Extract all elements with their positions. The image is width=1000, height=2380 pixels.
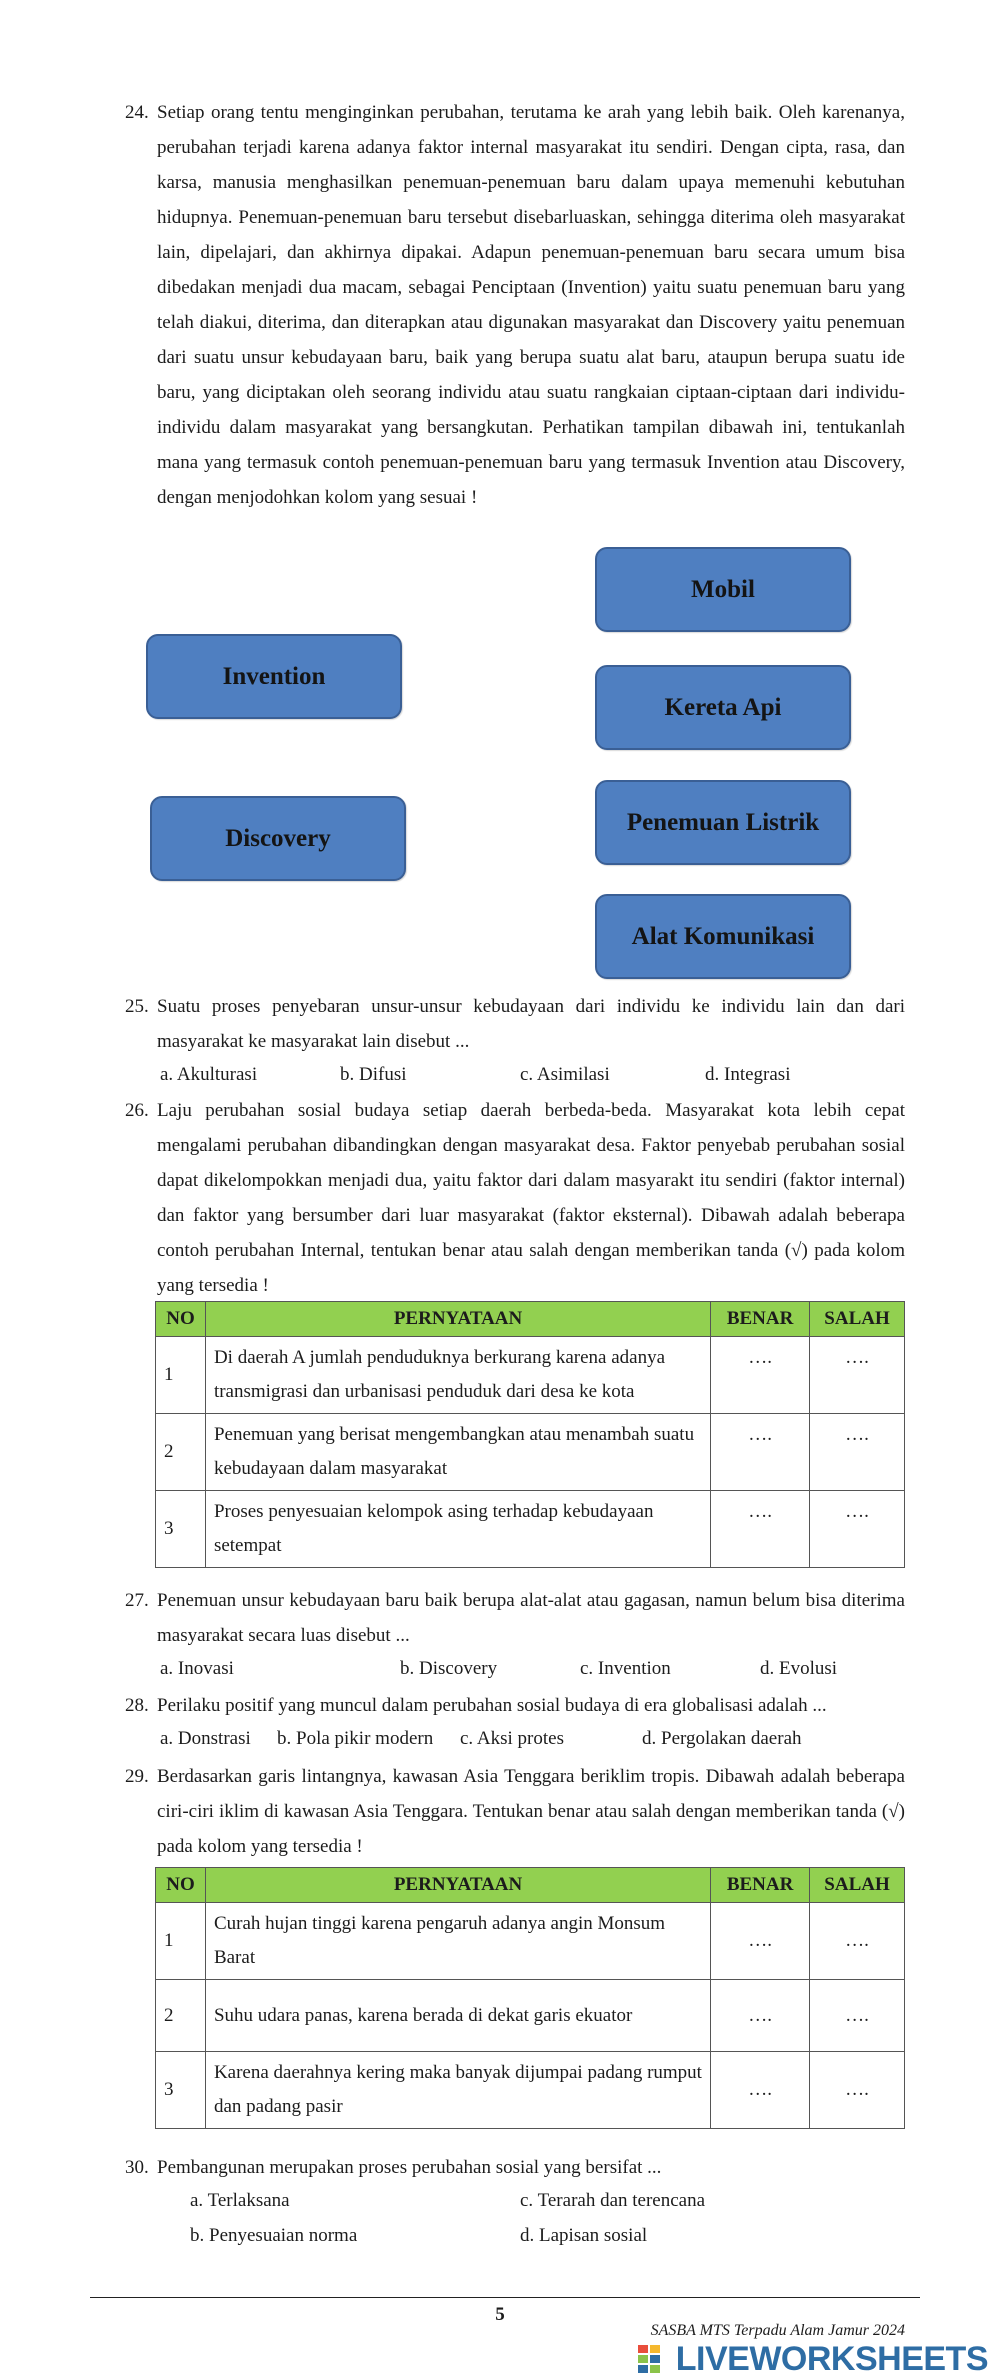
question-text: Perilaku positif yang muncul dalam perubahan sosial budaya di era globalisasi adalah ... xyxy=(157,1695,827,1716)
option-b[interactable]: b. Discovery xyxy=(400,1658,498,1679)
footer-divider xyxy=(90,2297,920,2298)
question-26 xyxy=(125,1093,905,1303)
question-28 xyxy=(125,1688,905,1723)
table-row xyxy=(156,1337,905,1414)
match-box-kereta-api[interactable] xyxy=(595,665,851,750)
header-benar: BENAR xyxy=(711,1868,810,1903)
question-text: Penemuan unsur kebudayaan baru baik berupa alat-alat atau gagasan, namun belum bisa diterima masyarakat secara luas disebut ... xyxy=(157,1590,905,1646)
question-25 xyxy=(125,989,905,1059)
match-box-label: Kereta Api xyxy=(664,693,782,721)
question-number: 28. xyxy=(125,1695,149,1716)
question-27 xyxy=(125,1583,905,1653)
footer-credit: SASBA MTS Terpadu Alam Jamur 2024 xyxy=(650,2322,905,2339)
option-b[interactable]: b. Penyesuaian norma xyxy=(190,2225,358,2246)
question-number: 24. xyxy=(125,102,149,123)
salah-cell[interactable]: …. xyxy=(810,1414,905,1491)
option-a[interactable]: a. Terlaksana xyxy=(190,2190,290,2211)
row-statement: Penemuan yang berisat mengembangkan atau menambah suatu kebudayaan dalam masyarakat xyxy=(205,1414,710,1491)
table-row xyxy=(156,1491,905,1568)
benar-cell[interactable]: …. xyxy=(711,1491,810,1568)
header-salah: SALAH xyxy=(810,1302,905,1337)
option-b[interactable]: b. Pola pikir modern xyxy=(277,1728,434,1749)
header-no: NO xyxy=(156,1302,206,1337)
question-number: 29. xyxy=(125,1766,149,1787)
option-b[interactable]: b. Difusi xyxy=(340,1064,407,1085)
row-no: 1 xyxy=(156,1903,206,1980)
option-a[interactable]: a. Donstrasi xyxy=(160,1728,251,1749)
match-box-discovery[interactable] xyxy=(150,796,406,881)
salah-cell[interactable]: …. xyxy=(810,1491,905,1568)
question-text: Laju perubahan sosial budaya setiap daerah berbeda-beda. Masyarakat kota lebih cepat mengalami perubahan dibandingkan dengan masyarakat desa. Faktor penyebab perubahan sosial dapat dikelompokkan menjadi dua, yaitu faktor dari dalam masyarakt itu sendiri (faktor internal) dan faktor yang bersumber dari luar masyarakat (faktor eksternal). Dibawah adalah beberapa contoh perubahan Internal, tentukan benar atau salah dengan memberikan tanda (√) pada kolom yang tersedia ! xyxy=(157,1100,905,1296)
option-d[interactable]: d. Pergolakan daerah xyxy=(642,1728,802,1749)
option-d[interactable]: d. Evolusi xyxy=(760,1658,838,1679)
liveworksheets-logo xyxy=(638,2340,988,2379)
table-row xyxy=(156,1980,905,2052)
option-c[interactable]: c. Asimilasi xyxy=(520,1064,610,1085)
question-number: 25. xyxy=(125,996,149,1017)
match-box-label: Alat Komunikasi xyxy=(631,922,815,950)
question-text: Suatu proses penyebaran unsur-unsur kebudayaan dari individu ke individu lain dan dari masyarakat ke masyarakat lain disebut ... xyxy=(157,996,905,1052)
row-no: 2 xyxy=(156,1980,206,2052)
option-d[interactable]: d. Lapisan sosial xyxy=(520,2225,648,2246)
table-row xyxy=(156,1414,905,1491)
benar-cell[interactable]: …. xyxy=(711,1903,810,1980)
salah-cell[interactable]: …. xyxy=(810,2052,905,2129)
benar-cell[interactable]: …. xyxy=(711,1414,810,1491)
option-c[interactable]: c. Aksi protes xyxy=(460,1728,564,1749)
row-statement: Proses penyesuaian kelompok asing terhadap kebudayaan setempat xyxy=(205,1491,710,1568)
question-29 xyxy=(125,1759,905,1864)
row-statement: Karena daerahnya kering maka banyak dijumpai padang rumput dan padang pasir xyxy=(205,2052,710,2129)
page-number: 5 xyxy=(495,2304,505,2325)
logo-text: LIVEWORKSHEETS xyxy=(675,2340,988,2378)
table-row xyxy=(156,2052,905,2129)
row-statement: Di daerah A jumlah penduduknya berkurang karena adanya transmigrasi dan urbanisasi penduduk dari desa ke kota xyxy=(205,1337,710,1414)
match-box-mobil[interactable] xyxy=(595,547,851,632)
benar-cell[interactable]: …. xyxy=(711,1337,810,1414)
options-30 xyxy=(190,2184,890,2254)
benar-cell[interactable]: …. xyxy=(711,1980,810,2052)
option-d[interactable]: d. Integrasi xyxy=(705,1064,791,1085)
question-number: 27. xyxy=(125,1590,149,1611)
match-box-alat-komunikasi[interactable] xyxy=(595,894,851,979)
options-28 xyxy=(160,1722,900,1756)
table-header xyxy=(156,1302,905,1337)
question-number: 30. xyxy=(125,2157,149,2178)
question-30 xyxy=(125,2150,905,2185)
match-box-invention[interactable] xyxy=(146,634,402,719)
table-row xyxy=(156,1903,905,1980)
row-statement: Suhu udara panas, karena berada di dekat garis ekuator xyxy=(205,1980,710,2052)
salah-cell[interactable]: …. xyxy=(810,1903,905,1980)
option-a[interactable]: a. Inovasi xyxy=(160,1658,234,1679)
header-benar: BENAR xyxy=(711,1302,810,1337)
table-29 xyxy=(155,1867,905,2129)
row-no: 1 xyxy=(156,1337,206,1414)
header-salah: SALAH xyxy=(810,1868,905,1903)
liveworksheets-icon xyxy=(638,2345,672,2375)
row-no: 3 xyxy=(156,1491,206,1568)
match-box-label: Invention xyxy=(222,662,326,690)
match-box-penemuan-listrik[interactable] xyxy=(595,780,851,865)
header-no: NO xyxy=(156,1868,206,1903)
question-text: Setiap orang tentu menginginkan perubahan, terutama ke arah yang lebih baik. Oleh karenanya, perubahan terjadi karena adanya faktor internal masyarakat itu sendiri. Dengan cipta, rasa, dan karsa, manusia menghasilkan penemuan-penemuan baru dalam upaya memenuhi kebutuhan hidupnya. Penemuan-penemuan baru tersebut disebarluaskan, sehingga diterima oleh masyarakat lain, dipelajari, dan akhirnya dipakai. Adapun penemuan-penemuan baru secara umum bisa dibedakan menjadi dua macam, sebagai Penciptaan (Invention) yaitu suatu penemuan baru yang telah diakui, diterima, dan diterapkan atau digunakan masyarakat dan Discovery yaitu penemuan dari suatu unsur kebudayaan baru, baik yang berupa suatu alat baru, ataupun berupa suatu ide baru, yang diciptakan oleh seorang individu atau suatu rangkaian ciptaan-ciptaan dari individu-individu dalam masyarakat yang bersangkutan. Perhatikan tampilan dibawah ini, tentukanlah mana yang termasuk contoh penemuan-penemuan baru yang termasuk Invention atau Discovery, dengan menjodohkan kolom yang sesuai ! xyxy=(157,102,905,508)
salah-cell[interactable]: …. xyxy=(810,1980,905,2052)
question-text: Pembangunan merupakan proses perubahan sosial yang bersifat ... xyxy=(157,2157,662,2178)
question-24 xyxy=(125,95,905,515)
option-c[interactable]: c. Terarah dan terencana xyxy=(520,2190,706,2211)
header-pernyataan: PERNYATAAN xyxy=(205,1302,710,1337)
salah-cell[interactable]: …. xyxy=(810,1337,905,1414)
option-c[interactable]: c. Invention xyxy=(580,1658,671,1679)
question-text: Berdasarkan garis lintangnya, kawasan Asia Tenggara beriklim tropis. Dibawah adalah beberapa ciri-ciri iklim di kawasan Asia Tenggara. Tentukan benar atau salah dengan memberikan tanda (√) pada kolom yang tersedia ! xyxy=(157,1766,905,1857)
match-box-label: Mobil xyxy=(691,575,755,603)
match-box-label: Penemuan Listrik xyxy=(626,808,820,836)
question-number: 26. xyxy=(125,1100,149,1121)
row-statement: Curah hujan tinggi karena pengaruh adanya angin Monsum Barat xyxy=(205,1903,710,1980)
options-27 xyxy=(160,1652,900,1686)
row-no: 3 xyxy=(156,2052,206,2129)
match-box-label: Discovery xyxy=(225,824,331,852)
option-a[interactable]: a. Akulturasi xyxy=(160,1064,258,1085)
benar-cell[interactable]: …. xyxy=(711,2052,810,2129)
options-25 xyxy=(160,1058,900,1092)
header-pernyataan: PERNYATAAN xyxy=(205,1868,710,1903)
table-header xyxy=(156,1868,905,1903)
table-26 xyxy=(155,1301,905,1568)
row-no: 2 xyxy=(156,1414,206,1491)
